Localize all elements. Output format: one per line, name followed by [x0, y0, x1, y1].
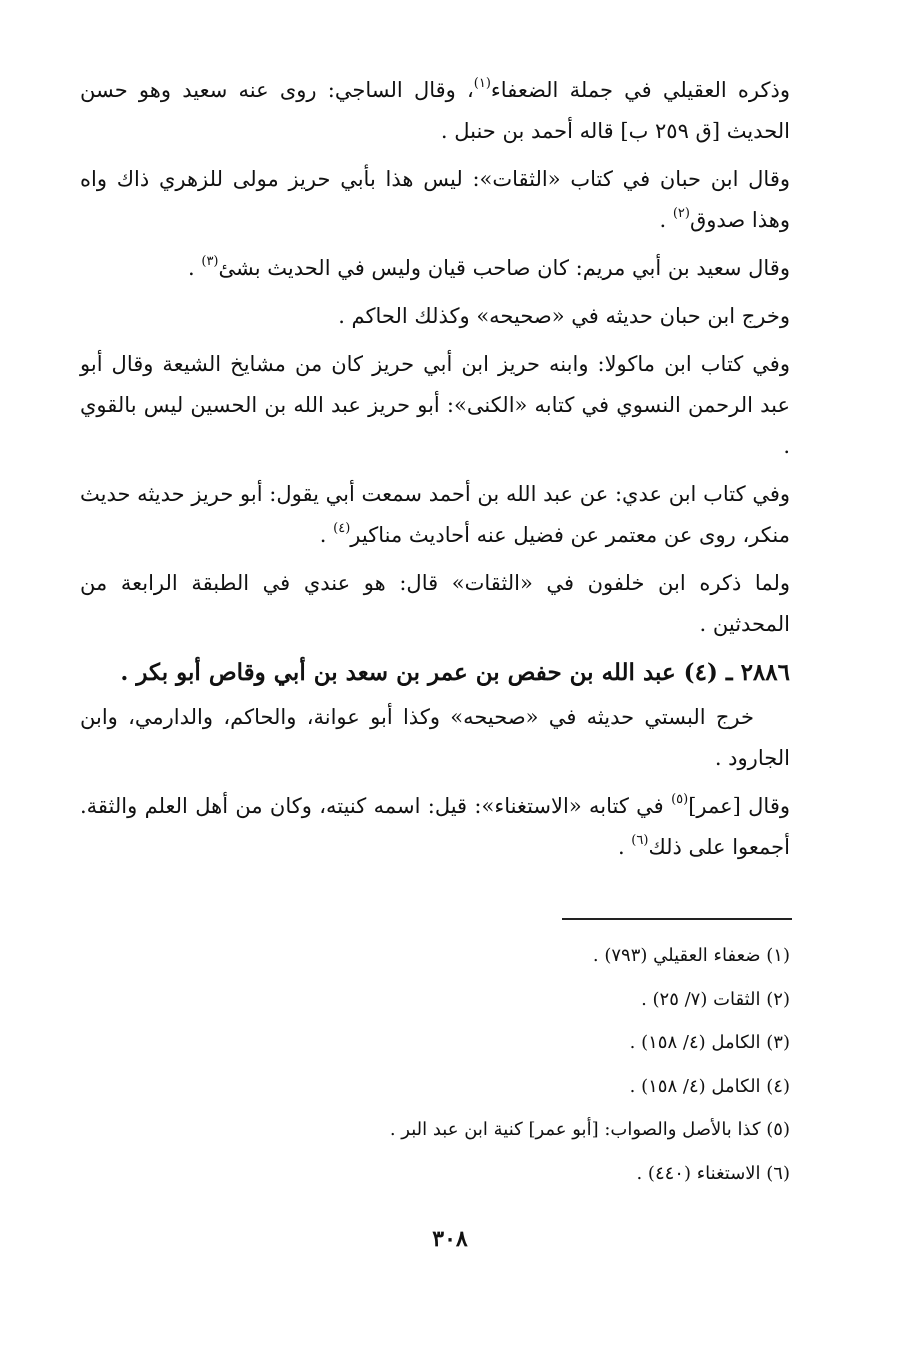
paragraph-ibn-hibban-sahih: وخرج ابن حبان حديثه في «صحيحه» وكذلك الحاكم . [338, 304, 790, 328]
paragraph-text: . [659, 208, 673, 232]
footnote-3: (٣) الكامل (٤/ ١٥٨) . [629, 1032, 790, 1053]
footnote-6: (٦) الاستغناء (٤٤٠) . [636, 1162, 790, 1184]
paragraph-text: وذكره العقيلي في جملة الضعفاء [490, 78, 791, 102]
paragraph-text: في كتابه «الاستغناء»: قيل: اسمه كنيته، وكان من أهل العلم والثقة. أجمعوا على ذلك [80, 794, 790, 859]
main-text [80, 70, 790, 875]
paragraph-text: وقال سعيد بن أبي مريم: كان صاحب قيان وليس في الحديث بشئ [218, 256, 790, 280]
paragraph-text: وفي كتاب ابن عدي: عن عبد الله بن أحمد سمعت أبي يقول: أبو حريز حديثه حديث منكر، روى عن معتمر عن فضيل عنه أحاديث مناكير [80, 482, 790, 547]
paragraph-text: وقال ابن حبان في كتاب «الثقات»: ليس هذا بأبي حريز مولى للزهري ذاك واه وهذا صدوق [80, 167, 790, 232]
entry-heading: ٢٨٨٦ ـ (٤) عبد الله بن حفص بن عمر بن سعد بن أبي وقاص أبو بكر . [120, 659, 790, 686]
footnote-4: (٤) الكامل (٤/ ١٥٨) . [629, 1075, 790, 1097]
paragraph-text: . [188, 256, 202, 280]
footnote-marker-5: (٥) [671, 792, 689, 807]
paragraph-ibn-hibban-thiqat [80, 159, 790, 241]
footnote-5: (٥) كذا بالأصل والصواب: [أبو عمر] كنية ابن عبد البر . [389, 1119, 790, 1140]
paragraph-said-ibn-abi-maryam [80, 248, 790, 289]
footnote-marker-6: (٦) [631, 833, 649, 848]
paragraph-ibn-adi [80, 474, 790, 556]
footnote-2: (٢) الثقات (٧/ ٢٥) . [641, 988, 790, 1010]
paragraph-text: وقال [عمر] [688, 794, 791, 818]
footnote-1: (١) ضعفاء العقيلي (٧٩٣) . [592, 945, 790, 966]
footnote-marker-2: (٢) [672, 206, 690, 221]
paragraph-text: ، وقال الساجي: روى عنه سعيد وهو حسن الحديث [ق ٢٥٩ ب] قاله أحمد بن حنبل . [80, 78, 790, 143]
paragraph-busti: خرج البستي حديثه في «صحيحه» وكذا أبو عوانة، والحاكم، والدارمي، وابن الجارود . [80, 705, 790, 770]
footnote-marker-4: (٤) [333, 521, 351, 536]
paragraph-ibn-khalfun: ولما ذكره ابن خلفون في «الثقات» قال: هو عندي في الطبقة الرابعة من المحدثين . [80, 571, 790, 636]
footnote-marker-3: (٣) [201, 254, 219, 269]
paragraph-istighna [80, 786, 790, 868]
footnote-marker-1: (١) [473, 76, 491, 91]
page-number: ٣٠٨ [432, 1226, 468, 1252]
paragraph-text: . [617, 835, 632, 859]
paragraph-uqayli-saji [80, 70, 790, 152]
footnotes [250, 934, 790, 1195]
paragraph-ibn-makula: وفي كتاب ابن ماكولا: وابنه حريز ابن أبي حريز كان من مشايخ الشيعة وقال أبو عبد الرحمن النسوي في كتابه «الكنى»: أبو حريز عبد الله بن الحسين ليس بالقوي . [80, 352, 790, 458]
footnote-divider [562, 918, 792, 920]
paragraph-text: . [319, 523, 334, 547]
